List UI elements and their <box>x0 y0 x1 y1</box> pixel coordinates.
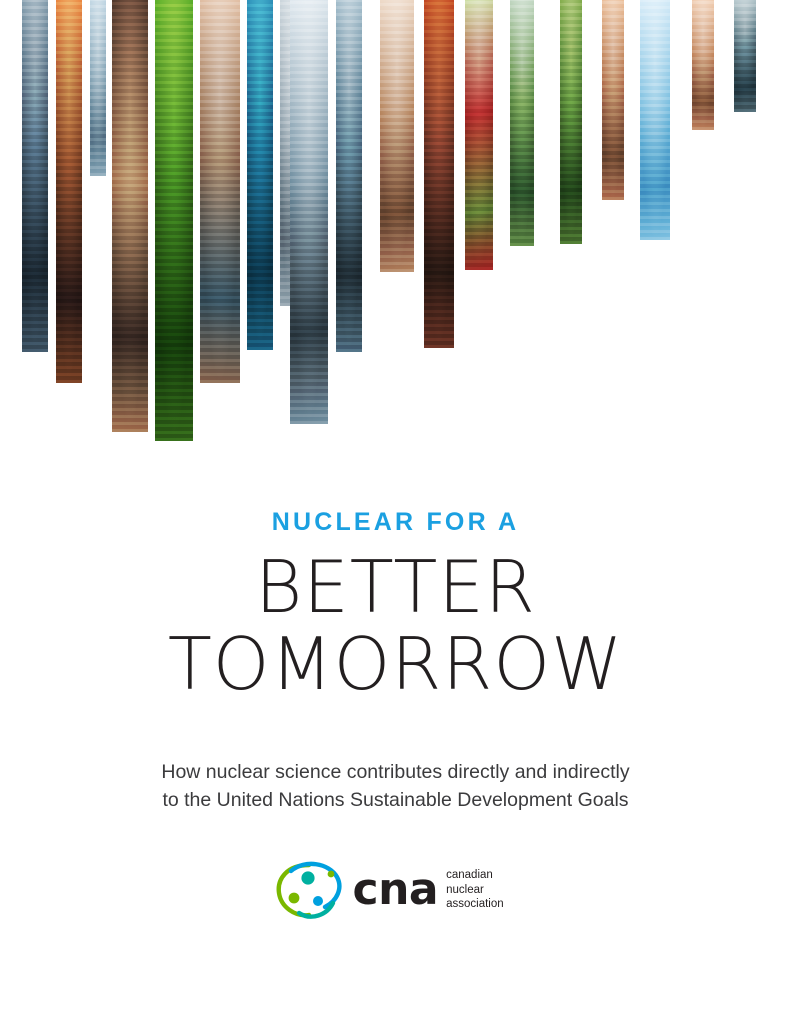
collage-strip <box>602 0 624 200</box>
collage-strip-texture <box>510 0 534 246</box>
collage-strip <box>56 0 82 383</box>
subtitle-line-1: How nuclear science contributes directly and indirectly <box>161 761 630 783</box>
collage-strip <box>692 0 714 130</box>
subtitle <box>76 758 716 815</box>
cna-logo <box>271 855 521 925</box>
collage-strip-texture <box>692 0 714 130</box>
collage-strip <box>290 0 328 424</box>
logo-wordmark <box>352 864 504 915</box>
logo-word-3: association <box>446 898 504 911</box>
collage-strip-texture <box>22 0 48 352</box>
collage-strip-texture <box>247 0 273 350</box>
collage-strip <box>112 0 148 432</box>
collage-strip-texture <box>90 0 106 176</box>
collage-strip <box>155 0 193 441</box>
collage-strip-texture <box>560 0 582 244</box>
collage-strip <box>424 0 454 348</box>
page-title <box>0 545 791 707</box>
collage-strip-texture <box>112 0 148 432</box>
collage-strip <box>200 0 240 383</box>
collage-strip-texture <box>336 0 362 352</box>
collage-strip <box>22 0 48 352</box>
subtitle-line-2: to the United Nations Sustainable Development Goals <box>162 789 629 812</box>
collage-strip-texture <box>290 0 328 424</box>
collage-strip <box>465 0 493 270</box>
collage-strip-texture <box>380 0 414 272</box>
logo-cna-text: cna <box>352 864 439 915</box>
collage-strip <box>640 0 670 240</box>
logo-fullname <box>446 868 504 912</box>
eyebrow-text: NUCLEAR FOR A <box>271 508 520 536</box>
collage-strip-texture <box>56 0 82 383</box>
collage-strip <box>90 0 106 176</box>
collage-strip <box>560 0 582 244</box>
collage-strip-texture <box>640 0 670 240</box>
collage-strip <box>247 0 273 350</box>
title-block <box>0 508 791 707</box>
collage-strip <box>380 0 414 272</box>
logo-word-1: canadian <box>446 868 493 881</box>
collage-strip <box>734 0 756 112</box>
collage-strip-texture <box>602 0 624 200</box>
headline-line-2: TOMORROW <box>167 622 624 707</box>
collage-banner <box>0 0 791 460</box>
collage-strip-texture <box>424 0 454 348</box>
collage-strip-texture <box>734 0 756 112</box>
collage-strip-texture <box>155 0 193 441</box>
atom-swirl-icon <box>271 857 347 923</box>
collage-strip-texture <box>200 0 240 383</box>
collage-strip <box>510 0 534 246</box>
collage-strip <box>336 0 362 352</box>
headline-line-1: BETTER <box>255 545 536 629</box>
logo-word-2: nuclear <box>446 883 484 896</box>
collage-strip-texture <box>465 0 493 270</box>
